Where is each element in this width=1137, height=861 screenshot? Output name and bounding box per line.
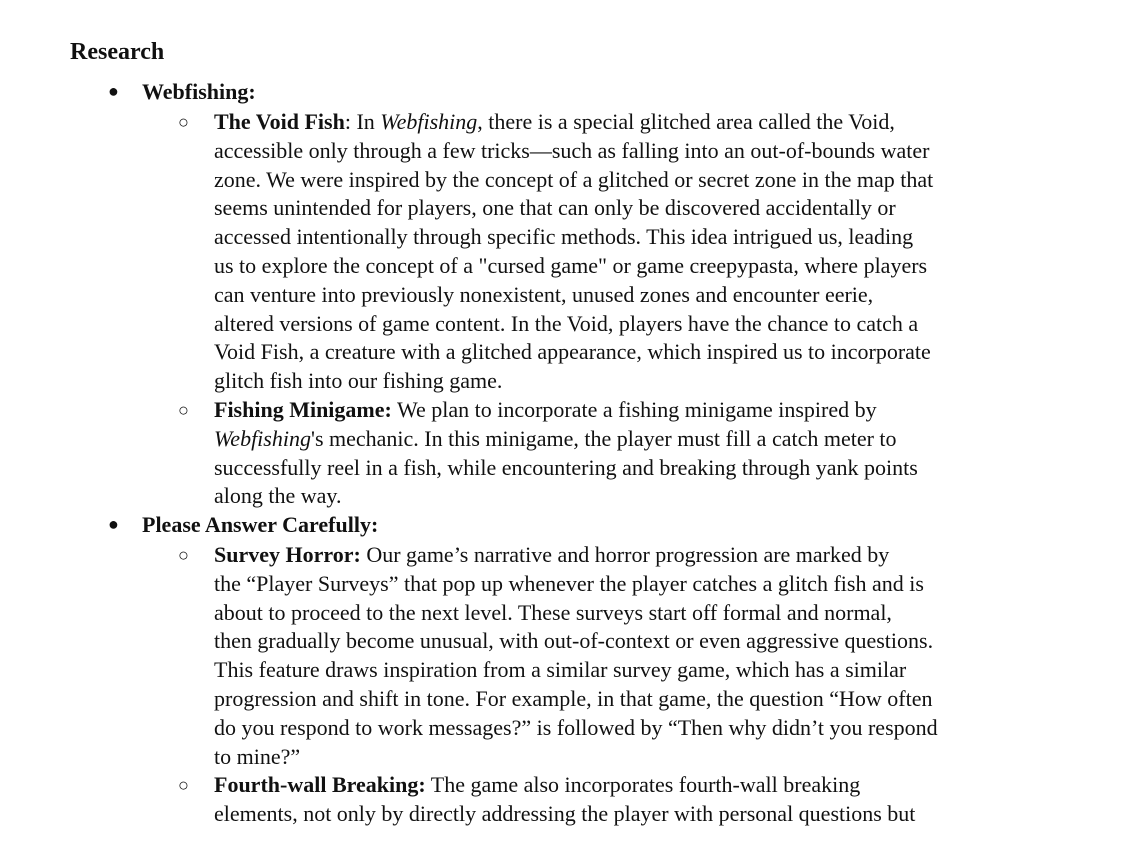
game-title: Webfishing bbox=[214, 425, 311, 451]
text-line: This feature draws inspiration from a similar survey game, which has a similar bbox=[214, 657, 907, 683]
bullet-disc-icon: ● bbox=[108, 514, 119, 534]
text-line: elements, not only by directly addressing the player with personal questions but bbox=[214, 800, 916, 826]
text-line: accessed intentionally through specific methods. This idea intrigued us, leading bbox=[214, 224, 914, 250]
text-line: to mine?” bbox=[214, 743, 301, 769]
text-line: can venture into previously nonexistent, unused zones and encounter eerie, bbox=[214, 281, 874, 307]
bullet-disc-icon: ● bbox=[108, 81, 119, 101]
list-item-text bbox=[214, 541, 1014, 771]
text-run: The game also incorporates fourth-wall breaking bbox=[425, 772, 861, 797]
text-line bbox=[214, 771, 1014, 800]
text-line: us to explore the concept of a "cursed game" or game creepypasta, where players bbox=[214, 252, 928, 278]
item-title: Fishing Minigame: bbox=[214, 397, 392, 422]
item-title: The Void Fish bbox=[214, 109, 345, 134]
text-run: We plan to incorporate a fishing minigame inspired by bbox=[391, 397, 877, 422]
list-item-text bbox=[214, 771, 1014, 829]
text-line bbox=[214, 541, 1014, 570]
text-line: about to proceed to the next level. These surveys start off formal and normal, bbox=[214, 599, 892, 625]
bullet-circle-icon: ○ bbox=[178, 400, 189, 420]
text-line: altered versions of game content. In the Void, players have the chance to catch a bbox=[214, 310, 919, 336]
section-title: Please Answer Carefully: bbox=[142, 512, 379, 537]
list-item-text bbox=[214, 396, 1014, 511]
text-line: seems unintended for players, one that can only be discovered accidentally or bbox=[214, 195, 896, 221]
text-line: glitch fish into our fishing game. bbox=[214, 368, 503, 394]
item-title: Fourth-wall Breaking: bbox=[214, 772, 426, 797]
text-line bbox=[214, 425, 1014, 454]
text-line: do you respond to work messages?” is followed by “Then why didn’t you respond bbox=[214, 714, 938, 740]
text-line: along the way. bbox=[214, 483, 342, 509]
bullet-circle-icon: ○ bbox=[178, 112, 189, 132]
text-line: then gradually become unusual, with out-of-context or even aggressive questions. bbox=[214, 628, 934, 654]
list-item-text bbox=[214, 108, 1014, 396]
text-line: Void Fish, a creature with a glitched appearance, which inspired us to incorporate bbox=[214, 339, 931, 365]
page-title: Research bbox=[70, 39, 165, 65]
text-run: Our game’s narrative and horror progression are marked by bbox=[360, 542, 890, 567]
text-run: : In bbox=[344, 109, 381, 134]
text-line: successfully reel in a fish, while encountering and breaking through yank points bbox=[214, 454, 918, 480]
section-title: Webfishing: bbox=[142, 79, 256, 104]
bullet-circle-icon: ○ bbox=[178, 775, 189, 795]
text-line bbox=[214, 396, 1014, 425]
text-line bbox=[214, 108, 1014, 137]
text-line: accessible only through a few tricks—such as falling into an out-of-bounds water bbox=[214, 137, 930, 163]
item-title: Survey Horror: bbox=[214, 542, 361, 567]
text-line: progression and shift in tone. For example, in that game, the question “How often bbox=[214, 685, 933, 711]
bullet-circle-icon: ○ bbox=[178, 545, 189, 565]
text-run: 's mechanic. In this minigame, the player must fill a catch meter to bbox=[310, 425, 897, 451]
text-line: the “Player Surveys” that pop up whenever the player catches a glitch fish and is bbox=[214, 570, 924, 596]
text-run: , there is a special glitched area called the Void, bbox=[477, 109, 895, 134]
game-title: Webfishing bbox=[380, 109, 478, 134]
text-line: zone. We were inspired by the concept of a glitched or secret zone in the map that bbox=[214, 166, 934, 192]
